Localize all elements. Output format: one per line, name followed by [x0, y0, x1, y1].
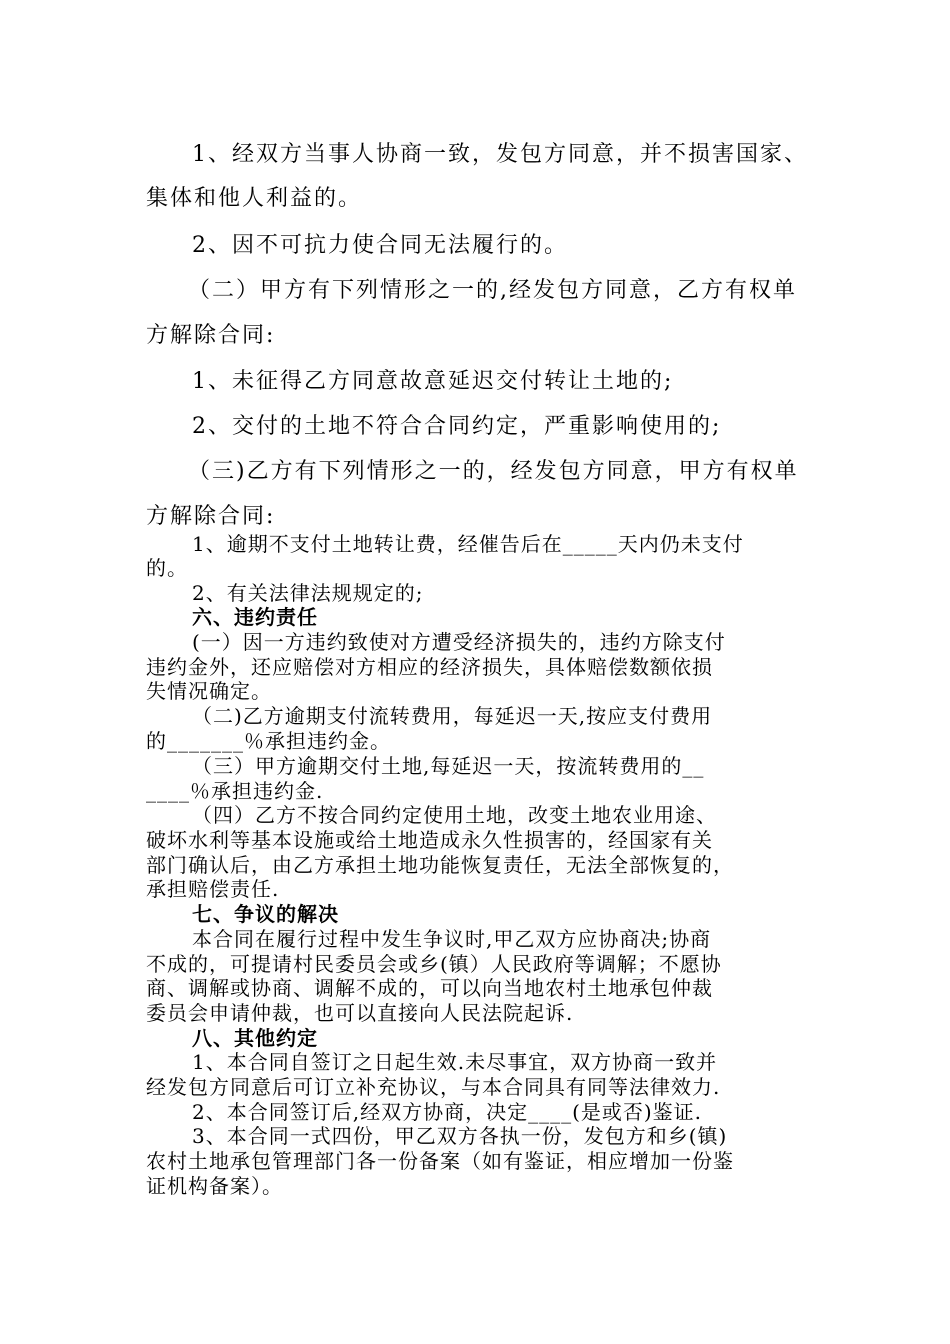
clause-5-1-1-line-2: 集体和他人利益的。 [146, 186, 363, 211]
clause-5-1-1-line-1: 1、经双方当事人协商一致，发包方同意，并不损害国家、 [192, 142, 808, 167]
clause-6-4-line-3: 部门确认后，由乙方承担土地功能恢复责任，无法全部恢复的， [146, 853, 734, 877]
clause-5-3-1-line-1: 1、逾期不支付土地转让费，经催告后在_____天内仍未支付 [192, 532, 744, 556]
section-7-heading: 七、争议的解决 [192, 902, 339, 926]
clause-5-2-2: 2、交付的土地不符合合同约定，严重影响使用的; [192, 414, 722, 439]
clause-8-3-line-3: 证机构备案）。 [146, 1174, 283, 1198]
clause-5-1-2: 2、因不可抗力使合同无法履行的。 [192, 233, 568, 258]
clause-6-3-line-2: ____％承担违约金. [146, 779, 324, 803]
section-6-heading: 六、违约责任 [192, 605, 318, 629]
clause-5-2-line-2: 方解除合同: [146, 323, 276, 348]
clause-6-4-line-1: （四）乙方不按合同约定使用土地，改变土地农业用途、 [192, 803, 717, 827]
clause-6-1-line-2: 违约金外，还应赔偿对方相应的经济损失，具体赔偿数额依损 [146, 655, 713, 679]
clause-6-3-line-1: （三）甲方逾期交付土地,每延迟一天，按流转费用的__ [192, 754, 705, 778]
clause-7-line-1: 本合同在履行过程中发生争议时,甲乙双方应协商决;协商 [192, 927, 712, 951]
section-8-heading: 八、其他约定 [192, 1026, 318, 1050]
clause-6-4-line-2: 破坏水利等基本设施或给土地造成永久性损害的，经国家有关 [146, 828, 713, 852]
clause-7-line-3: 商、调解或协商、调解不成的，可以向当地农村土地承包仲裁 [146, 976, 713, 1000]
clause-7-line-4: 委员会申请仲裁，也可以直接向人民法院起诉. [146, 1001, 574, 1025]
clause-7-line-2: 不成的，可提请村民委员会或乡(镇）人民政府等调解；不愿协 [146, 952, 722, 976]
clause-5-3-2: 2、有关法律法规规定的; [192, 581, 424, 605]
clause-5-2-line-1: （二）甲方有下列情形之一的,经发包方同意，乙方有权单 [188, 278, 797, 303]
clause-5-2-1: 1、未征得乙方同意故意延迟交付转让土地的; [192, 369, 674, 394]
clause-8-3-line-1: 3、本合同一式四份，甲乙双方各执一份，发包方和乡(镇) [192, 1124, 728, 1148]
clause-6-1-line-1: (一）因一方违约致使对方遭受经济损失的，违约方除支付 [192, 630, 726, 654]
clause-5-3-1-line-2: 的。 [146, 556, 188, 580]
clause-6-4-line-4: 承担赔偿责任. [146, 877, 280, 901]
clause-5-3-line-1: （三)乙方有下列情形之一的，经发包方同意，甲方有权单 [188, 459, 799, 484]
clause-6-2-line-1: （二)乙方逾期支付流转费用，每延迟一天,按应支付费用 [192, 704, 713, 728]
clause-8-3-line-2: 农村土地承包管理部门各一份备案（如有鉴证，相应增加一份鉴 [146, 1149, 734, 1173]
clause-8-1-line-2: 经发包方同意后可订立补充协议，与本合同具有同等法律效力. [146, 1075, 721, 1099]
clause-6-1-line-3: 失情况确定。 [146, 679, 272, 703]
clause-6-2-line-2: 的_______％承担违约金。 [146, 729, 391, 753]
clause-8-2: 2、本合同签订后,经双方协商，决定____(是或否)鉴证. [192, 1100, 703, 1124]
clause-8-1-line-1: 1、本合同自签订之日起生效.未尽事宜，双方协商一致并 [192, 1050, 718, 1074]
clause-5-3-line-2: 方解除合同: [146, 504, 276, 529]
